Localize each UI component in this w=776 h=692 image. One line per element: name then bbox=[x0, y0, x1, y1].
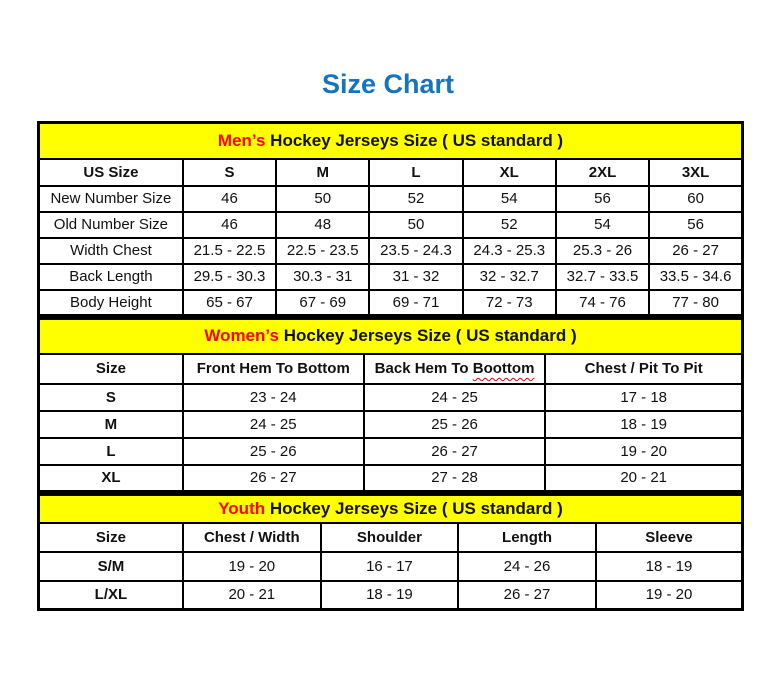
table-row bbox=[39, 212, 743, 238]
column-header: Chest / Pit To Pit bbox=[545, 354, 742, 384]
table-cell: 50 bbox=[276, 186, 369, 212]
row-label: M bbox=[39, 411, 183, 438]
column-header: L bbox=[369, 159, 462, 186]
column-header: 2XL bbox=[556, 159, 649, 186]
table-cell: 22.5 - 23.5 bbox=[276, 238, 369, 264]
row-label: S/M bbox=[39, 552, 183, 581]
column-header: Sleeve bbox=[596, 523, 742, 552]
table-cell: 65 - 67 bbox=[183, 290, 276, 316]
table-cell: 67 - 69 bbox=[276, 290, 369, 316]
column-header: M bbox=[276, 159, 369, 186]
column-header: XL bbox=[463, 159, 556, 186]
table-row bbox=[39, 186, 743, 212]
row-label: L bbox=[39, 438, 183, 465]
table-cell: 26 - 27 bbox=[183, 465, 364, 492]
column-header: Shoulder bbox=[321, 523, 458, 552]
column-header: S bbox=[183, 159, 276, 186]
youth-section-band: Youth Hockey Jerseys Size ( US standard ) bbox=[39, 495, 743, 523]
table-cell: 54 bbox=[556, 212, 649, 238]
table-cell: 24.3 - 25.3 bbox=[463, 238, 556, 264]
table-row bbox=[39, 411, 743, 438]
table-row bbox=[39, 465, 743, 492]
mens-section-band: Men’s Hockey Jerseys Size ( US standard ) bbox=[39, 123, 743, 159]
table-cell: 69 - 71 bbox=[369, 290, 462, 316]
table-cell: 56 bbox=[556, 186, 649, 212]
mens-size-table bbox=[37, 121, 744, 317]
table-cell: 52 bbox=[463, 212, 556, 238]
column-header: Length bbox=[458, 523, 596, 552]
table-row bbox=[39, 384, 743, 411]
table-cell: 24 - 25 bbox=[364, 384, 546, 411]
table-cell: 60 bbox=[649, 186, 742, 212]
row-label: Old Number Size bbox=[39, 212, 183, 238]
table-row bbox=[39, 552, 743, 581]
band-highlight: Men’s bbox=[217, 130, 266, 150]
table-cell: 16 - 17 bbox=[321, 552, 458, 581]
mens-section bbox=[37, 121, 744, 317]
table-cell: 26 - 27 bbox=[458, 581, 596, 610]
section-band-row bbox=[39, 495, 743, 523]
header-row bbox=[39, 354, 743, 384]
column-header: Size bbox=[39, 523, 183, 552]
womens-section bbox=[37, 317, 744, 493]
row-label: S bbox=[39, 384, 183, 411]
table-cell: 48 bbox=[276, 212, 369, 238]
table-row bbox=[39, 238, 743, 264]
table-cell: 23.5 - 24.3 bbox=[369, 238, 462, 264]
band-highlight: Youth bbox=[218, 498, 266, 518]
table-row bbox=[39, 438, 743, 465]
header-row bbox=[39, 159, 743, 186]
table-cell: 18 - 19 bbox=[596, 552, 742, 581]
table-cell: 30.3 - 31 bbox=[276, 264, 369, 290]
table-cell: 25.3 - 26 bbox=[556, 238, 649, 264]
table-cell: 19 - 20 bbox=[596, 581, 742, 610]
table-cell: 20 - 21 bbox=[545, 465, 742, 492]
size-tables bbox=[37, 121, 744, 611]
section-band-row bbox=[39, 123, 743, 159]
column-header: US Size bbox=[39, 159, 183, 186]
table-cell: 56 bbox=[649, 212, 742, 238]
section-band-row bbox=[39, 319, 743, 354]
youth-section bbox=[37, 493, 744, 611]
row-label: L/XL bbox=[39, 581, 183, 610]
header-row bbox=[39, 523, 743, 552]
row-label: Width Chest bbox=[39, 238, 183, 264]
row-label: Body Height bbox=[39, 290, 183, 316]
womens-size-table bbox=[37, 317, 744, 493]
column-header: Back Hem To Boottom bbox=[364, 354, 546, 384]
table-cell: 24 - 25 bbox=[183, 411, 364, 438]
band-highlight: Women’s bbox=[204, 326, 279, 346]
table-cell: 20 - 21 bbox=[183, 581, 321, 610]
table-cell: 46 bbox=[183, 186, 276, 212]
table-cell: 26 - 27 bbox=[364, 438, 546, 465]
misspelled-word: Boottom bbox=[472, 360, 535, 377]
row-label: New Number Size bbox=[39, 186, 183, 212]
womens-section-band: Women’s Hockey Jerseys Size ( US standard ) bbox=[39, 319, 743, 354]
table-cell: 25 - 26 bbox=[364, 411, 546, 438]
table-cell: 27 - 28 bbox=[364, 465, 546, 492]
table-cell: 32 - 32.7 bbox=[463, 264, 556, 290]
table-cell: 23 - 24 bbox=[183, 384, 364, 411]
table-cell: 52 bbox=[369, 186, 462, 212]
column-header: Size bbox=[39, 354, 183, 384]
table-cell: 18 - 19 bbox=[545, 411, 742, 438]
table-cell: 17 - 18 bbox=[545, 384, 742, 411]
table-row bbox=[39, 581, 743, 610]
column-header: Front Hem To Bottom bbox=[183, 354, 364, 384]
table-cell: 24 - 26 bbox=[458, 552, 596, 581]
table-cell: 31 - 32 bbox=[369, 264, 462, 290]
table-cell: 21.5 - 22.5 bbox=[183, 238, 276, 264]
page-title: Size Chart bbox=[321, 69, 455, 99]
row-label: Back Length bbox=[39, 264, 183, 290]
table-cell: 72 - 73 bbox=[463, 290, 556, 316]
column-header: 3XL bbox=[649, 159, 742, 186]
youth-size-table bbox=[37, 493, 744, 611]
table-cell: 50 bbox=[369, 212, 462, 238]
table-cell: 54 bbox=[463, 186, 556, 212]
table-cell: 26 - 27 bbox=[649, 238, 742, 264]
table-row bbox=[39, 264, 743, 290]
table-cell: 32.7 - 33.5 bbox=[556, 264, 649, 290]
table-row bbox=[39, 290, 743, 316]
table-cell: 29.5 - 30.3 bbox=[183, 264, 276, 290]
column-header: Chest / Width bbox=[183, 523, 321, 552]
table-cell: 25 - 26 bbox=[183, 438, 364, 465]
table-cell: 33.5 - 34.6 bbox=[649, 264, 742, 290]
table-cell: 18 - 19 bbox=[321, 581, 458, 610]
table-cell: 46 bbox=[183, 212, 276, 238]
table-cell: 19 - 20 bbox=[545, 438, 742, 465]
table-cell: 19 - 20 bbox=[183, 552, 321, 581]
table-cell: 74 - 76 bbox=[556, 290, 649, 316]
table-cell: 77 - 80 bbox=[649, 290, 742, 316]
row-label: XL bbox=[39, 465, 183, 492]
